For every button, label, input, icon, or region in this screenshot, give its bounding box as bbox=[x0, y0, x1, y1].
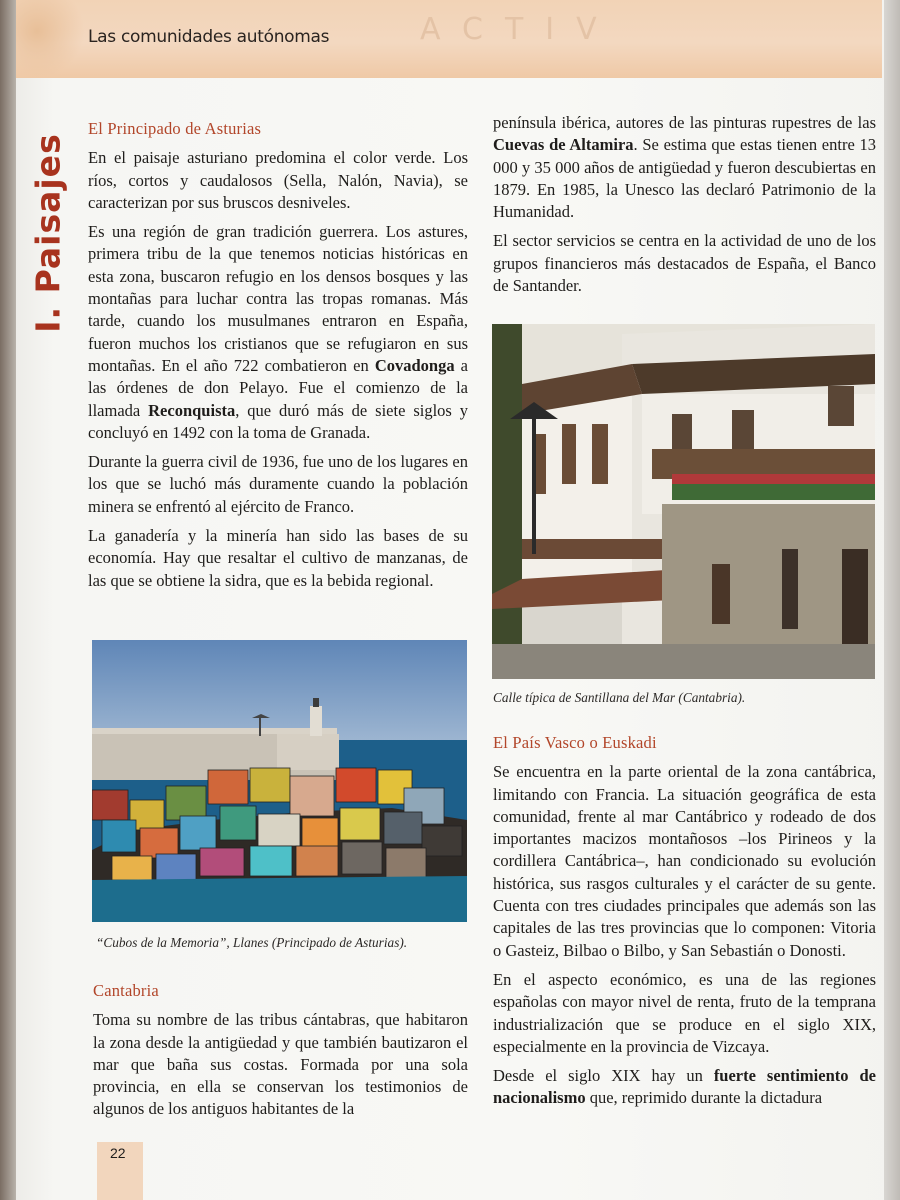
text-run: a las órdenes de don Pelayo. Fue el comienzo de la llamada bbox=[88, 355, 469, 420]
right-column-top bbox=[493, 112, 876, 304]
services-paragraph: El sector servicios se centra en la actividad de uno de los grupos financieros más destacados de España, el Banco de Santander. bbox=[493, 231, 876, 296]
asturias-paragraph-2 bbox=[88, 221, 468, 444]
asturias-paragraph-4: La ganadería y la minería han sido las bases de su economía. Hay que resaltar el cultivo de manzanas, de las que se obtiene la sidra, que es la bebida regional. bbox=[88, 526, 468, 590]
cantabria-heading: Cantabria bbox=[93, 981, 159, 1000]
section-side-label-text: I. Paisajes bbox=[28, 133, 68, 333]
pais-vasco-paragraph-1: Se encuentra en la parte oriental de la zona cantábrica, limitando con Francia. La situación geográfica de esta comunidad, frente al mar Cantábrico y rodeado de dos importantes macizos montañosos –los Pirineos y la cordillera Cantábrica–, han condicionado su evolución histórica, sus rasgos culturales y el carácter de su gente. Cuenta con tres ciudades principales que además son las capitales de las tres provincias que lo componen: Vitoria o Gasteiz, Bilbao o Bilbo, y San Sebastián o Donosti. bbox=[493, 762, 876, 960]
page-right-edge bbox=[884, 0, 900, 1200]
asturias-heading: El Principado de Asturias bbox=[88, 119, 262, 138]
pais-vasco-paragraph-3 bbox=[493, 1065, 876, 1110]
text-run: Es una región de gran tradición guerrera. Los astures, primera tribu de la que tenemos noticias históricas en esta zona, buscaron refugio en los densos bosques y las montañas para luchar contra las tropas romanas. Más tarde, cuando los musulmanes entraron en España, fueron muchos los cristianos que se refugiaron en sus montañas. En el año 722 combatieron en bbox=[88, 222, 468, 375]
page-gutter-shadow bbox=[0, 0, 16, 1200]
text-run: península ibérica, autores de las pinturas rupestres de las bbox=[493, 113, 876, 132]
keyword-reconquista: Reconquista bbox=[148, 400, 236, 420]
text-run: , que duró más de siete siglos y concluyó en 1492 con la toma de Granada. bbox=[88, 400, 468, 442]
caption-cubos-de-la-memoria: “Cubos de la Memoria”, Llanes (Principado de Asturias). bbox=[96, 935, 408, 950]
header-decoration bbox=[16, 0, 86, 78]
street-illustration bbox=[492, 324, 875, 679]
asturias-paragraph-1: En el paisaje asturiano predomina el color verde. Los ríos, cortos y caudalosos (Sella, Nalón, Navia), se caracterizan por sus bruscos desniveles. bbox=[88, 148, 468, 212]
photo-santillana-del-mar bbox=[492, 324, 875, 679]
pais-vasco-heading: El País Vasco o Euskadi bbox=[493, 733, 657, 752]
asturias-paragraph-3: Durante la guerra civil de 1936, fue uno de los lugares en los que se luchó más duramente cuando la población minera se enfrentó al ejército de Franco. bbox=[88, 452, 468, 516]
text-run: . Se estima que estas tienen entre 13 000 y 35 000 años de antigüedad y fueron descubiertas en 1879. En 1985, la Unesco las declaró Patrimonio de la Humanidad. bbox=[493, 135, 876, 222]
caption-santillana-del-mar: Calle típica de Santillana del Mar (Cantabria). bbox=[493, 690, 746, 705]
keyword-nacionalismo: fuerte sentimiento de nacionalismo bbox=[493, 1066, 876, 1108]
altamira-paragraph bbox=[493, 112, 876, 223]
cubes-illustration bbox=[92, 640, 467, 922]
keyword-cuevas-de-altamira: Cuevas de Altamira bbox=[493, 135, 634, 155]
pais-vasco-paragraph-2: En el aspecto económico, es una de las regiones españolas con mayor nivel de renta, fruto de la temprana industrialización que se produce en el siglo XIX, especialmente en la provincia de Vizcaya. bbox=[493, 969, 876, 1056]
pais-vasco-section bbox=[493, 732, 876, 1117]
running-header-title: Las comunidades autónomas bbox=[88, 27, 330, 47]
header-decor-text: ACTIV bbox=[420, 12, 619, 47]
cantabria-section bbox=[93, 980, 468, 1128]
keyword-covadonga: Covadonga bbox=[374, 355, 455, 375]
cantabria-paragraph-1: Toma su nombre de las tribus cántabras, que habitaron la zona desde la antigüedad y que también bautizaron el mar que baña sus costas. Formada por una sola provincia, en ella se conservan los testimonios de algunos de los antiguos habitantes de la bbox=[93, 1010, 468, 1119]
photo-cubos-de-la-memoria bbox=[92, 640, 467, 922]
text-run: que, reprimido durante la dictadura bbox=[585, 1088, 823, 1108]
asturias-section bbox=[88, 118, 468, 599]
section-side-label bbox=[26, 128, 70, 338]
page-number: 22 bbox=[110, 1145, 126, 1161]
text-run: Desde el siglo XIX hay un bbox=[493, 1066, 714, 1086]
